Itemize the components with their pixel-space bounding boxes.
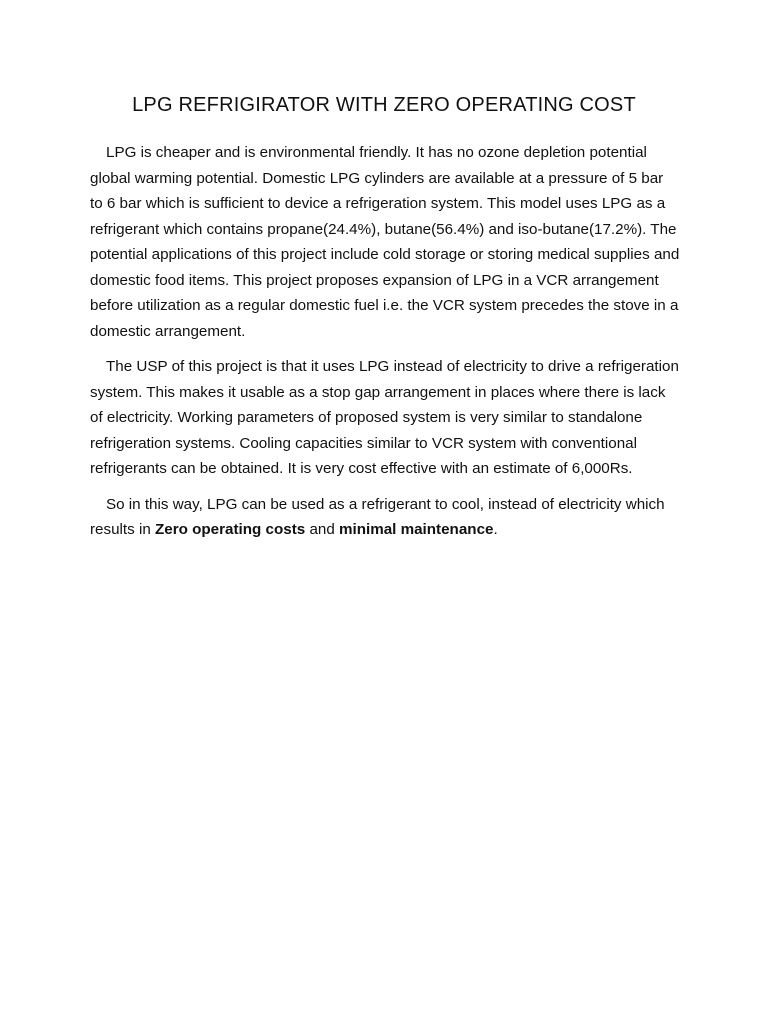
paragraph-3-mid: and — [305, 521, 339, 538]
document-body — [90, 140, 680, 553]
paragraph-3 — [90, 492, 680, 543]
zero-operating-costs-emphasis: Zero operating costs — [155, 521, 306, 538]
paragraph-2: The USP of this project is that it uses LPG instead of electricity to drive a refrigeration system. This makes it usable as a stop gap arrangement in places where there is lack of electricity. Working parameters of proposed system is very similar to standalone refrigeration systems. Cooling capacities similar to VCR system with conventional refrigerants can be obtained. It is very cost effective with an estimate of 6,000Rs. — [90, 358, 679, 477]
paragraph-3-lead: So in this way, LPG can be used as a refrigerant to cool, instead of electricity which results in — [90, 495, 665, 538]
page-title: LPG REFRIGIRATOR WITH ZERO OPERATING COST — [132, 94, 636, 116]
paragraph-1: LPG is cheaper and is environmental friendly. It has no ozone depletion potential global warming potential. Domestic LPG cylinders are available at a pressure of 5 bar to 6 bar which is sufficient to device a refrigeration system. This model uses LPG as a refrigerant which contains propane(24.4%), butane(56.4%) and iso-butane(17.2%). The potential applications of this project include cold storage or storing medical supplies and domestic food items. This project proposes expansion of LPG in a VCR arrangement before utilization as a regular domestic fuel i.e. the VCR system precedes the stove in a domestic arrangement. — [90, 144, 680, 340]
minimal-maintenance-emphasis: minimal maintenance — [339, 521, 494, 538]
paragraph-3-end: . — [493, 521, 498, 538]
